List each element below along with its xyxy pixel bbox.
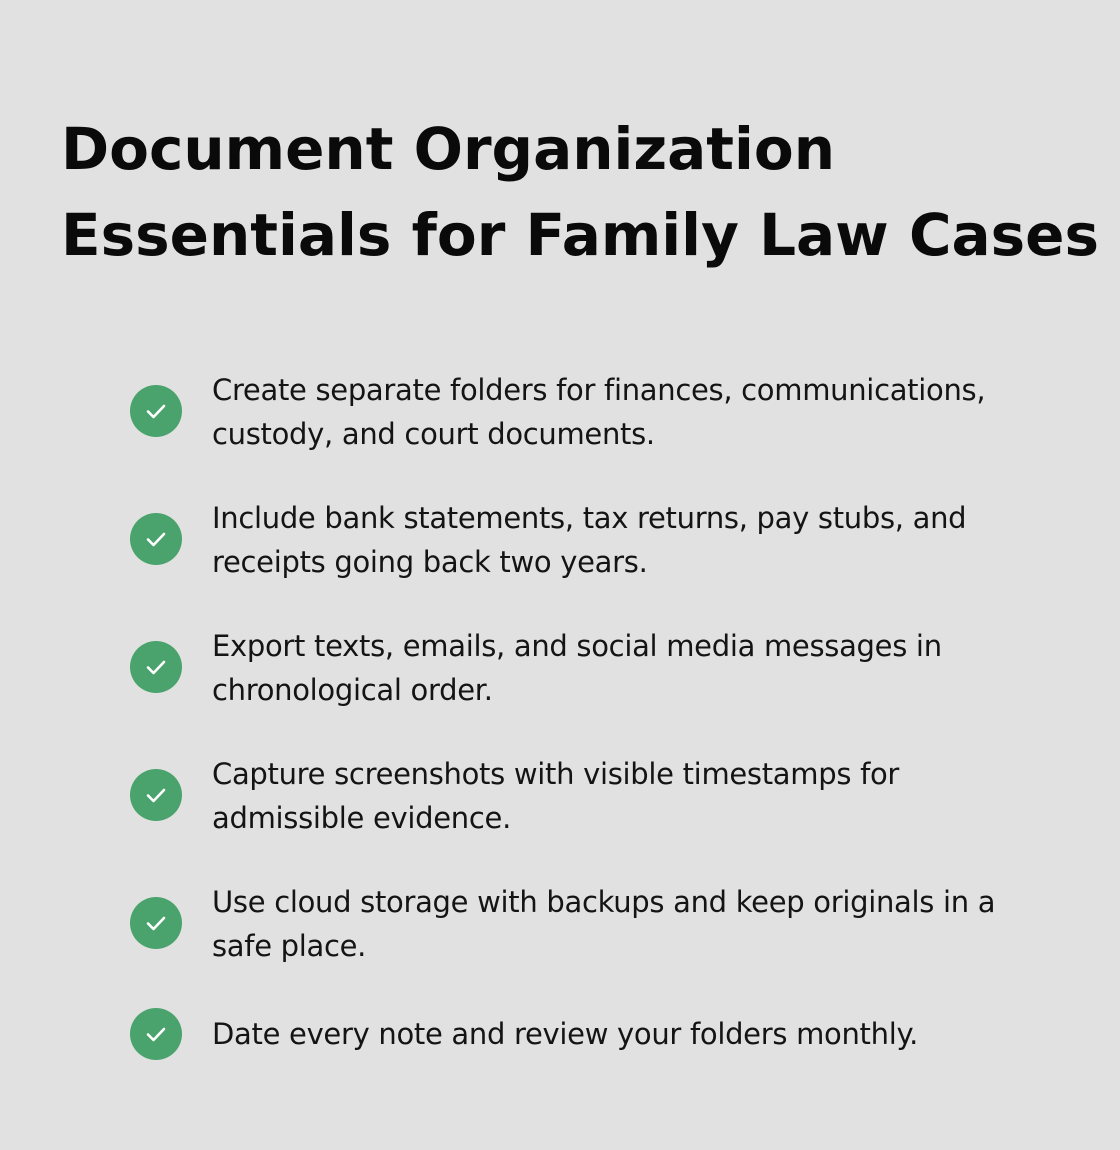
page-title: Document Organization Essentials for Family Law Cases xyxy=(61,115,1100,269)
list-item-text: Export texts, emails, and social media messages in chronological order. xyxy=(212,629,942,707)
list-item-text: Create separate folders for finances, communications, custody, and court documents. xyxy=(212,373,986,451)
check-icon xyxy=(130,769,182,821)
check-icon xyxy=(130,641,182,693)
checklist xyxy=(130,0,1050,1150)
check-icon xyxy=(130,385,182,437)
list-item-text: Capture screenshots with visible timestamps for admissible evidence. xyxy=(212,757,900,835)
check-icon xyxy=(130,1008,182,1060)
list-item-text: Use cloud storage with backups and keep originals in a safe place. xyxy=(212,885,996,963)
list-item-text: Date every note and review your folders monthly. xyxy=(212,1017,919,1051)
check-icon xyxy=(130,513,182,565)
list-item-text: Include bank statements, tax returns, pay stubs, and receipts going back two years. xyxy=(212,501,967,579)
check-icon xyxy=(130,897,182,949)
